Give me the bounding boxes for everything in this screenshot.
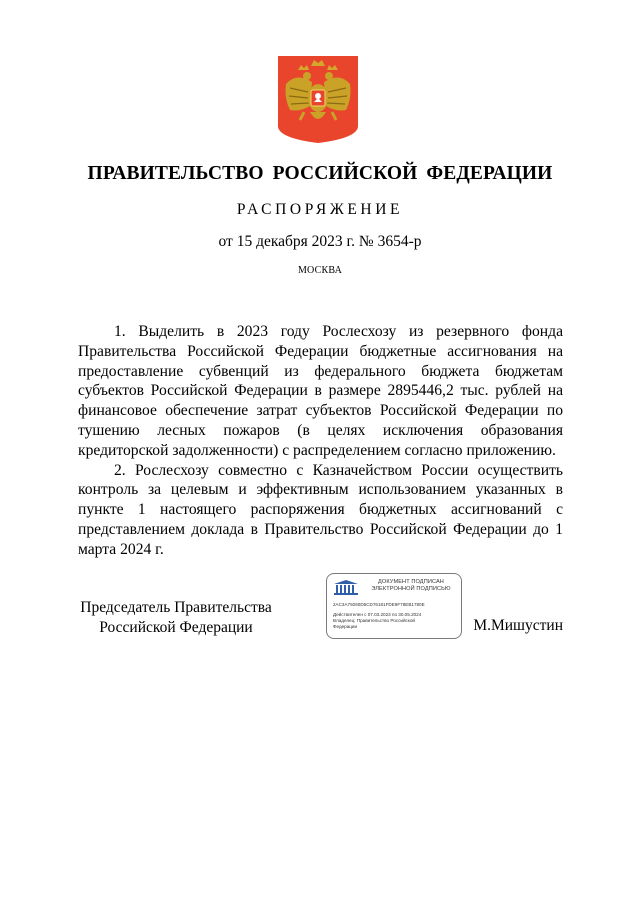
signer-position-line2: Российской Федерации — [99, 619, 253, 636]
government-building-icon — [333, 580, 359, 596]
stamp-owner — [333, 618, 415, 629]
stamp-validity: Действителен с 07.03.2023 по 30.05.2024 — [333, 612, 422, 617]
stamp-title-line1: ДОКУМЕНТ ПОДПИСАН — [378, 579, 444, 585]
coat-of-arms-emblem — [276, 54, 360, 144]
signer-name: М.Мишустин — [473, 617, 563, 634]
stamp-title-line2: ЭЛЕКТРОННОЙ ПОДПИСЬЮ — [371, 586, 451, 592]
electronic-signature-stamp — [326, 573, 462, 639]
document-body — [78, 322, 563, 560]
signer-position — [76, 598, 276, 638]
signer-position-line1: Председатель Правительства — [80, 599, 272, 616]
document-type: РАСПОРЯЖЕНИЕ — [236, 201, 404, 218]
body-paragraph-2: 2. Рослесхозу совместно с Казначейством России осуществить контроль за целевым и эффективным использованием указанных в пункте 1 настоящего распоряжения бюджетных ассигнований с представлением доклада в Правительство Российской Федерации до 1 марта 2024 г. — [78, 461, 563, 558]
stamp-owner-line2: Федерации — [333, 623, 358, 629]
document-date-number: от 15 декабря 2023 г. № 3654-р — [218, 233, 422, 250]
document-city: МОСКВА — [297, 265, 343, 276]
government-title: ПРАВИТЕЛЬСТВО РОССИЙСКОЙ ФЕДЕРАЦИИ — [87, 163, 553, 184]
stamp-owner-line1: Владелец: Правительство Российской — [333, 618, 415, 623]
stamp-title — [363, 579, 459, 593]
coat-of-arms-russia-icon — [276, 54, 360, 144]
body-paragraph-1: 1. Выделить в 2023 году Рослесхозу из резервного фонда Правительства Российской Федерации бюджетные ассигнования на предоставление субвенций из федерального бюджета бюджетам субъектов Российской Федерации в размере 2895446,2 тыс. рублей на финансовое обеспечение затрат субъектов Российской Федерации по тушению лесных пожаров (в целях исключения образования кредиторской задолженности) с распределением согласно приложению. — [78, 323, 563, 459]
stamp-certificate: 2AC3A79260D5CD76181FDE9F78EB1780E — [333, 602, 425, 607]
